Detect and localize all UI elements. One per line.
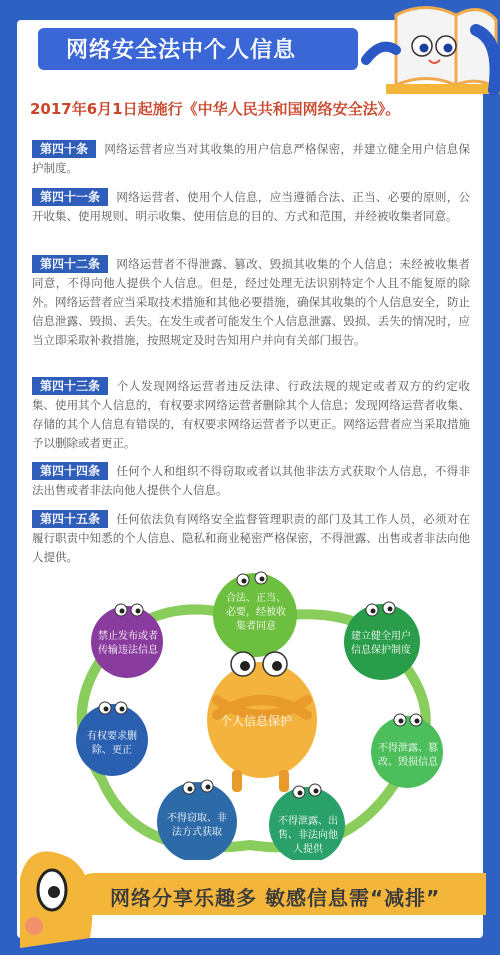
article-tag: 第四十一条: [32, 188, 108, 206]
article-45: [32, 510, 470, 567]
article-text: 网络运营者应当对其收集的用户信息严格保密，并建立健全用户信息保护制度。: [32, 142, 470, 175]
intro-line: 2017年6月1日起施行《中华人民共和国网络安全法》。: [30, 100, 401, 118]
article-text: 任何依法负有网络安全监督管理职责的部门及其工作人员，必须对在履行职责中知悉的个人信息、隐私和商业秘密严格保密，不得泄露、出售或者非法向他人提供。: [32, 512, 470, 564]
bubble-text-5: 不得窃取、非法方式获取: [167, 813, 227, 838]
article-text: 个人发现网络运营者违反法律、行政法规的规定或者双方的约定收集、使用其个人信息的，有权要求网络运营者删除其个人信息；发现网络运营者收集、存储的其个人信息有错误的，有权要求网络运营者予以更正。网络运营者应当采取措施予以删除或者更正。: [32, 379, 470, 450]
slogan-text: 网络分享乐趣多 敏感信息需“减排”: [110, 886, 441, 910]
article-tag: 第四十二条: [32, 255, 108, 273]
mascot-bottom-illustration: [10, 838, 100, 948]
bubble-text-4: 不得泄露、出售、非法向他人提供: [278, 816, 338, 855]
article-42: [32, 255, 470, 350]
page-title: 网络安全法中个人信息: [66, 38, 297, 63]
bubble-text-7: 禁止发布或者传输违法信息: [98, 631, 158, 656]
article-tag: 第四十五条: [32, 510, 108, 528]
bubble-text-2: 建立健全用户信息保护制度: [351, 631, 411, 656]
article-tag: 第四十四条: [32, 462, 108, 480]
article-text: 网络运营者不得泄露、篡改、毁损其收集的个人信息；未经被收集者同意，不得向他人提供个人信息。但是，经过处理无法识别特定个人且不能复原的除外。网络运营者应当采取技术措施和其他必要措施，确保其收集的个人信息安全，防止信息泄露、毁损、丢失。在发生或者可能发生个人信息泄露、毁损、丢失的情况时，应当立即采取补救措施，按照规定及时告知用户并向有关部门报告。: [32, 257, 470, 347]
article-40: [32, 140, 470, 178]
article-tag: 第四十三条: [32, 377, 108, 395]
bubble-text-1: 合法、正当、必要，经被收集者同意: [226, 593, 286, 632]
article-text: 任何个人和组织不得窃取或者以其他非法方式获取个人信息，不得非法出售或者非法向他人提供个人信息。: [32, 464, 470, 497]
article-text: 网络运营者、使用个人信息，应当遵循合法、正当、必要的原则，公开收集、使用规则、明示收集、使用信息的目的、方式和范围，并经被收集者同意。: [32, 190, 470, 223]
mascot-book-illustration: [326, 0, 500, 110]
article-43: [32, 377, 470, 453]
article-44: [32, 462, 470, 500]
center-label: 个人信息保护: [219, 714, 292, 728]
article-41: [32, 188, 470, 226]
bubble-text-6: 有权要求删除、更正: [87, 731, 137, 756]
bubble-text-3: 不得泄露、篡改、毁损信息: [378, 743, 438, 768]
article-tag: 第四十条: [32, 140, 96, 158]
